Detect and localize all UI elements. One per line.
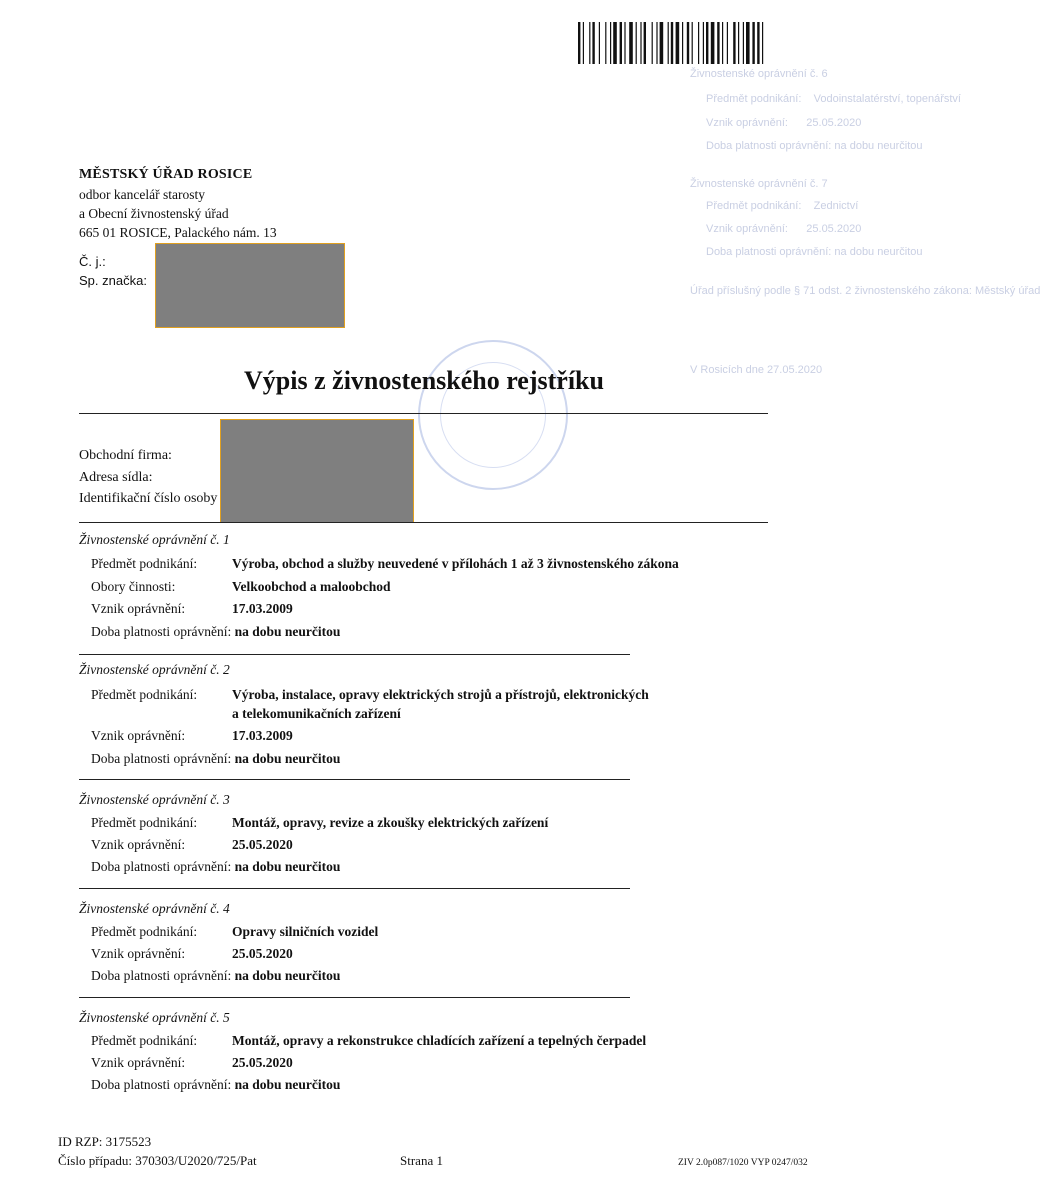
page-number: Strana 1 xyxy=(400,1153,443,1168)
barcode-bar xyxy=(703,22,704,64)
title-rule xyxy=(79,413,768,414)
footer-case-number: Číslo případu: 370303/U2020/725/Pat xyxy=(58,1153,257,1168)
start-label: Vznik oprávnění: xyxy=(91,728,186,743)
start-value: 17.03.2009 xyxy=(232,601,293,616)
barcode-bar xyxy=(629,22,633,64)
subject-label: Předmět podnikání: xyxy=(91,687,198,702)
barcode xyxy=(578,22,826,64)
start-label: Vznik oprávnění: xyxy=(91,601,186,616)
start-label: Vznik oprávnění: xyxy=(91,837,186,852)
start-value: 25.05.2020 xyxy=(232,1055,293,1070)
barcode-bar xyxy=(682,22,683,64)
barcode-bar xyxy=(711,22,715,64)
barcode-bar xyxy=(640,22,641,64)
section-rule xyxy=(79,654,630,655)
subject-label: Předmět podnikání: xyxy=(91,815,198,830)
barcode-bar xyxy=(722,22,723,64)
section-rule xyxy=(79,888,630,889)
validity-row xyxy=(91,1077,340,1093)
subject-value: Montáž, opravy a rekonstrukce chladících zařízení a tepelných čerpadel xyxy=(232,1033,647,1048)
fields-value: Velkoobchod a maloobchod xyxy=(232,579,391,594)
barcode-bar xyxy=(620,22,622,64)
barcode-bar xyxy=(624,22,625,64)
barcode-bar xyxy=(636,22,637,64)
office-line: odbor kancelář starosty xyxy=(79,187,205,202)
office-line: a Obecní živnostenský úřad xyxy=(79,206,229,221)
company-id-label: Identifikační číslo osoby xyxy=(79,491,218,506)
barcode-bar xyxy=(652,22,653,64)
barcode-bar xyxy=(578,22,580,64)
validity-row xyxy=(91,624,340,640)
barcode-bar xyxy=(727,22,728,64)
validity-row xyxy=(91,968,340,984)
fields-label: Obory činnosti: xyxy=(91,579,176,594)
validity-value: na dobu neurčitou xyxy=(234,1077,341,1092)
barcode-bar xyxy=(605,22,606,64)
start-value: 17.03.2009 xyxy=(232,728,293,743)
redaction-box xyxy=(220,419,414,523)
permit-heading: Živnostenské oprávnění č. 1 xyxy=(79,532,230,547)
subject-value: Opravy silničních vozidel xyxy=(232,924,379,939)
barcode-bar xyxy=(583,22,584,64)
validity-value: na dobu neurčitou xyxy=(234,751,341,766)
permit-heading: Živnostenské oprávnění č. 2 xyxy=(79,662,230,677)
permit-heading: Živnostenské oprávnění č. 4 xyxy=(79,901,230,916)
barcode-bar xyxy=(676,22,680,64)
barcode-bar xyxy=(656,22,657,64)
cj-label: Č. j.: xyxy=(79,254,106,269)
footer-id-rzp: ID RZP: 3175523 xyxy=(58,1134,152,1149)
permit-heading: Živnostenské oprávnění č. 5 xyxy=(79,1010,230,1025)
subject-value: Montáž, opravy, revize a zkoušky elektrických zařízení xyxy=(232,815,549,830)
barcode-bar xyxy=(733,22,735,64)
barcode-bar xyxy=(644,22,646,64)
barcode-bar xyxy=(717,22,719,64)
validity-value: na dobu neurčitou xyxy=(234,968,341,983)
barcode-bar xyxy=(613,22,617,64)
barcode-bar xyxy=(687,22,689,64)
barcode-bar xyxy=(698,22,699,64)
form-code: ZIV 2.0p087/1020 VYP 0247/032 xyxy=(678,1158,808,1168)
start-value: 25.05.2020 xyxy=(232,837,293,852)
validity-value: na dobu neurčitou xyxy=(234,859,341,874)
subject-value: Výroba, obchod a služby neuvedené v přílohách 1 až 3 živnostenského zákona xyxy=(232,556,679,571)
subject-label: Předmět podnikání: xyxy=(91,556,198,571)
subject-label: Předmět podnikání: xyxy=(91,1033,198,1048)
barcode-bar xyxy=(668,22,669,64)
company-name-label: Obchodní firma: xyxy=(79,448,172,463)
validity-row xyxy=(91,859,340,875)
subject-value: Výroba, instalace, opravy elektrických strojů a přístrojů, elektronických xyxy=(232,687,649,702)
barcode-bar xyxy=(671,22,673,64)
barcode-bar xyxy=(746,22,750,64)
office-name: MĚSTSKÝ ÚŘAD ROSICE xyxy=(79,167,253,182)
sp-znacka-label: Sp. značka: xyxy=(79,273,147,288)
barcode-bar xyxy=(599,22,600,64)
validity-label: Doba platnosti oprávnění: xyxy=(91,859,232,874)
redaction-box xyxy=(155,243,345,328)
section-rule xyxy=(79,779,630,780)
validity-row xyxy=(91,751,340,767)
section-rule xyxy=(79,997,630,998)
validity-value: na dobu neurčitou xyxy=(234,624,341,639)
company-rule xyxy=(79,522,768,523)
barcode-bar xyxy=(610,22,611,64)
barcode-bar xyxy=(592,22,594,64)
validity-label: Doba platnosti oprávnění: xyxy=(91,968,232,983)
subject-value-cont: a telekomunikačních zařízení xyxy=(232,706,401,721)
start-value: 25.05.2020 xyxy=(232,946,293,961)
barcode-bar xyxy=(692,22,693,64)
barcode-bar xyxy=(762,22,763,64)
barcode-bar xyxy=(738,22,739,64)
barcode-bar xyxy=(660,22,664,64)
subject-label: Předmět podnikání: xyxy=(91,924,198,939)
start-label: Vznik oprávnění: xyxy=(91,946,186,961)
permit-heading: Živnostenské oprávnění č. 3 xyxy=(79,792,230,807)
document-title: Výpis z živnostenského rejstříku xyxy=(244,366,604,395)
barcode-bar xyxy=(752,22,754,64)
company-address-label: Adresa sídla: xyxy=(79,470,153,485)
barcode-bar xyxy=(757,22,759,64)
start-label: Vznik oprávnění: xyxy=(91,1055,186,1070)
validity-label: Doba platnosti oprávnění: xyxy=(91,1077,232,1092)
validity-label: Doba platnosti oprávnění: xyxy=(91,751,232,766)
barcode-bar xyxy=(743,22,744,64)
office-address: 665 01 ROSICE, Palackého nám. 13 xyxy=(79,225,277,240)
barcode-bar xyxy=(589,22,590,64)
validity-label: Doba platnosti oprávnění: xyxy=(91,624,232,639)
barcode-bar xyxy=(706,22,708,64)
